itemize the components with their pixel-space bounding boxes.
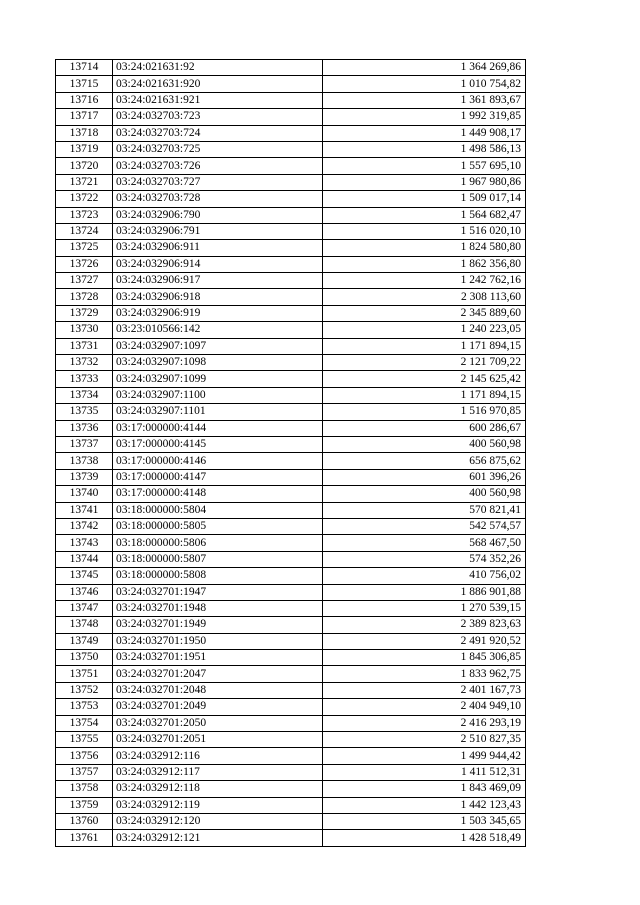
value-cell: 410 756,02 <box>323 568 526 584</box>
row-number-cell: 13716 <box>56 92 113 108</box>
table-row <box>56 305 526 321</box>
cadastral-number-cell: 03:24:032703:723 <box>113 109 323 125</box>
row-number-cell: 13734 <box>56 387 113 403</box>
cadastral-number-cell: 03:23:010566:142 <box>113 322 323 338</box>
table-row <box>56 420 526 436</box>
table-row <box>56 551 526 567</box>
table-row <box>56 76 526 92</box>
cadastral-number-cell: 03:24:032912:117 <box>113 764 323 780</box>
row-number-cell: 13721 <box>56 174 113 190</box>
table-row <box>56 289 526 305</box>
cadastral-number-cell: 03:24:032701:2050 <box>113 715 323 731</box>
row-number-cell: 13728 <box>56 289 113 305</box>
value-cell: 400 560,98 <box>323 486 526 502</box>
row-number-cell: 13745 <box>56 568 113 584</box>
value-cell: 600 286,67 <box>323 420 526 436</box>
row-number-cell: 13739 <box>56 469 113 485</box>
value-cell: 1 171 894,15 <box>323 387 526 403</box>
table-row <box>56 174 526 190</box>
table-row <box>56 666 526 682</box>
table-row <box>56 502 526 518</box>
table-row <box>56 748 526 764</box>
cadastral-number-cell: 03:24:032906:790 <box>113 207 323 223</box>
cadastral-number-cell: 03:24:032701:2048 <box>113 682 323 698</box>
row-number-cell: 13719 <box>56 141 113 157</box>
cadastral-number-cell: 03:24:032701:2047 <box>113 666 323 682</box>
value-cell: 2 121 709,22 <box>323 355 526 371</box>
row-number-cell: 13740 <box>56 486 113 502</box>
table-row <box>56 125 526 141</box>
table-row <box>56 158 526 174</box>
table-row <box>56 633 526 649</box>
value-cell: 1 992 319,85 <box>323 109 526 125</box>
cadastral-number-cell: 03:24:032701:1948 <box>113 600 323 616</box>
value-cell: 1 498 586,13 <box>323 141 526 157</box>
cadastral-number-cell: 03:24:032907:1097 <box>113 338 323 354</box>
cadastral-number-cell: 03:17:000000:4144 <box>113 420 323 436</box>
value-cell: 1 499 944,42 <box>323 748 526 764</box>
cadastral-number-cell: 03:24:032912:119 <box>113 797 323 813</box>
row-number-cell: 13733 <box>56 371 113 387</box>
row-number-cell: 13731 <box>56 338 113 354</box>
value-cell: 568 467,50 <box>323 535 526 551</box>
row-number-cell: 13744 <box>56 551 113 567</box>
value-cell: 1 564 682,47 <box>323 207 526 223</box>
cadastral-number-cell: 03:18:000000:5807 <box>113 551 323 567</box>
value-cell: 570 821,41 <box>323 502 526 518</box>
cadastral-number-cell: 03:24:032912:118 <box>113 781 323 797</box>
value-cell: 400 560,98 <box>323 436 526 452</box>
row-number-cell: 13746 <box>56 584 113 600</box>
cadastral-number-cell: 03:24:032912:116 <box>113 748 323 764</box>
value-cell: 2 308 113,60 <box>323 289 526 305</box>
row-number-cell: 13720 <box>56 158 113 174</box>
table-row <box>56 371 526 387</box>
cadastral-number-cell: 03:17:000000:4147 <box>113 469 323 485</box>
table-row <box>56 223 526 239</box>
cadastral-number-cell: 03:24:032703:725 <box>113 141 323 157</box>
table-row <box>56 682 526 698</box>
row-number-cell: 13726 <box>56 256 113 272</box>
table-row <box>56 518 526 534</box>
row-number-cell: 13725 <box>56 240 113 256</box>
row-number-cell: 13757 <box>56 764 113 780</box>
value-cell: 1 411 512,31 <box>323 764 526 780</box>
cadastral-number-cell: 03:24:032906:914 <box>113 256 323 272</box>
row-number-cell: 13715 <box>56 76 113 92</box>
table-row <box>56 584 526 600</box>
cadastral-number-cell: 03:24:032907:1099 <box>113 371 323 387</box>
value-cell: 2 404 949,10 <box>323 699 526 715</box>
table-row <box>56 830 526 846</box>
row-number-cell: 13730 <box>56 322 113 338</box>
cadastral-number-cell: 03:24:021631:920 <box>113 76 323 92</box>
table-row <box>56 650 526 666</box>
cadastral-number-cell: 03:24:032703:728 <box>113 191 323 207</box>
row-number-cell: 13752 <box>56 682 113 698</box>
value-cell: 656 875,62 <box>323 453 526 469</box>
row-number-cell: 13723 <box>56 207 113 223</box>
table-row <box>56 141 526 157</box>
table-row <box>56 240 526 256</box>
cadastral-number-cell: 03:24:032703:727 <box>113 174 323 190</box>
table-row <box>56 256 526 272</box>
table-row <box>56 322 526 338</box>
row-number-cell: 13747 <box>56 600 113 616</box>
cadastral-number-cell: 03:24:032912:120 <box>113 813 323 829</box>
row-number-cell: 13722 <box>56 191 113 207</box>
value-cell: 2 389 823,63 <box>323 617 526 633</box>
cadastral-number-cell: 03:24:032701:1950 <box>113 633 323 649</box>
row-number-cell: 13743 <box>56 535 113 551</box>
value-cell: 1 010 754,82 <box>323 76 526 92</box>
row-number-cell: 13759 <box>56 797 113 813</box>
cadastral-number-cell: 03:17:000000:4148 <box>113 486 323 502</box>
row-number-cell: 13748 <box>56 617 113 633</box>
row-number-cell: 13753 <box>56 699 113 715</box>
table-row <box>56 486 526 502</box>
table-row <box>56 404 526 420</box>
table-row <box>56 92 526 108</box>
table-row <box>56 207 526 223</box>
cadastral-number-cell: 03:18:000000:5804 <box>113 502 323 518</box>
row-number-cell: 13736 <box>56 420 113 436</box>
cadastral-number-cell: 03:24:032907:1098 <box>113 355 323 371</box>
cadastral-number-cell: 03:24:032907:1101 <box>113 404 323 420</box>
row-number-cell: 13754 <box>56 715 113 731</box>
row-number-cell: 13741 <box>56 502 113 518</box>
table-row <box>56 764 526 780</box>
table-row <box>56 387 526 403</box>
value-cell: 1 516 970,85 <box>323 404 526 420</box>
table-row <box>56 355 526 371</box>
value-cell: 1 442 123,43 <box>323 797 526 813</box>
row-number-cell: 13724 <box>56 223 113 239</box>
cadastral-number-cell: 03:18:000000:5806 <box>113 535 323 551</box>
value-cell: 1 270 539,15 <box>323 600 526 616</box>
value-cell: 574 352,26 <box>323 551 526 567</box>
table-row <box>56 797 526 813</box>
value-cell: 2 345 889,60 <box>323 305 526 321</box>
cadastral-number-cell: 03:18:000000:5808 <box>113 568 323 584</box>
table-row <box>56 617 526 633</box>
value-cell: 2 416 293,19 <box>323 715 526 731</box>
row-number-cell: 13729 <box>56 305 113 321</box>
value-cell: 1 862 356,80 <box>323 256 526 272</box>
row-number-cell: 13735 <box>56 404 113 420</box>
value-cell: 1 361 893,67 <box>323 92 526 108</box>
table-row <box>56 813 526 829</box>
table-row <box>56 469 526 485</box>
value-cell: 1 557 695,10 <box>323 158 526 174</box>
cadastral-number-cell: 03:24:032701:1949 <box>113 617 323 633</box>
value-cell: 1 242 762,16 <box>323 273 526 289</box>
row-number-cell: 13749 <box>56 633 113 649</box>
table-row <box>56 436 526 452</box>
cadastral-number-cell: 03:17:000000:4146 <box>113 453 323 469</box>
table-body <box>56 60 526 847</box>
value-cell: 1 503 345,65 <box>323 813 526 829</box>
cadastral-number-cell: 03:24:032906:791 <box>113 223 323 239</box>
table-row <box>56 191 526 207</box>
table-row <box>56 600 526 616</box>
value-cell: 1 843 469,09 <box>323 781 526 797</box>
cadastral-number-cell: 03:24:032906:919 <box>113 305 323 321</box>
value-cell: 542 574,57 <box>323 518 526 534</box>
row-number-cell: 13755 <box>56 732 113 748</box>
value-cell: 1 516 020,10 <box>323 223 526 239</box>
cadastral-number-cell: 03:24:032703:726 <box>113 158 323 174</box>
cadastral-number-cell: 03:18:000000:5805 <box>113 518 323 534</box>
row-number-cell: 13714 <box>56 60 113 76</box>
row-number-cell: 13756 <box>56 748 113 764</box>
table-row <box>56 781 526 797</box>
value-cell: 2 401 167,73 <box>323 682 526 698</box>
cadastral-number-cell: 03:24:021631:92 <box>113 60 323 76</box>
row-number-cell: 13717 <box>56 109 113 125</box>
cadastral-number-cell: 03:17:000000:4145 <box>113 436 323 452</box>
value-cell: 1 886 901,88 <box>323 584 526 600</box>
value-cell: 2 491 920,52 <box>323 633 526 649</box>
cadastral-number-cell: 03:24:032701:1947 <box>113 584 323 600</box>
value-cell: 1 509 017,14 <box>323 191 526 207</box>
row-number-cell: 13718 <box>56 125 113 141</box>
row-number-cell: 13751 <box>56 666 113 682</box>
table-row <box>56 732 526 748</box>
row-number-cell: 13760 <box>56 813 113 829</box>
table-row <box>56 568 526 584</box>
cadastral-number-cell: 03:24:032912:121 <box>113 830 323 846</box>
value-cell: 1 364 269,86 <box>323 60 526 76</box>
row-number-cell: 13742 <box>56 518 113 534</box>
value-cell: 1 845 306,85 <box>323 650 526 666</box>
cadastral-number-cell: 03:24:032906:917 <box>113 273 323 289</box>
table-row <box>56 535 526 551</box>
cadastral-number-cell: 03:24:032701:2049 <box>113 699 323 715</box>
cadastral-number-cell: 03:24:032703:724 <box>113 125 323 141</box>
table-row <box>56 715 526 731</box>
row-number-cell: 13761 <box>56 830 113 846</box>
value-cell: 2 510 827,35 <box>323 732 526 748</box>
row-number-cell: 13738 <box>56 453 113 469</box>
value-cell: 1 449 908,17 <box>323 125 526 141</box>
cadastral-number-cell: 03:24:032701:1951 <box>113 650 323 666</box>
table-row <box>56 338 526 354</box>
value-cell: 601 396,26 <box>323 469 526 485</box>
cadastral-number-cell: 03:24:032701:2051 <box>113 732 323 748</box>
table-row <box>56 109 526 125</box>
cadastral-number-cell: 03:24:032907:1100 <box>113 387 323 403</box>
cadastral-number-cell: 03:24:032906:918 <box>113 289 323 305</box>
row-number-cell: 13750 <box>56 650 113 666</box>
value-cell: 1 833 962,75 <box>323 666 526 682</box>
cadastral-number-cell: 03:24:021631:921 <box>113 92 323 108</box>
value-cell: 1 428 518,49 <box>323 830 526 846</box>
value-cell: 1 967 980,86 <box>323 174 526 190</box>
table-row <box>56 273 526 289</box>
table-row <box>56 453 526 469</box>
row-number-cell: 13732 <box>56 355 113 371</box>
row-number-cell: 13758 <box>56 781 113 797</box>
cadastral-number-cell: 03:24:032906:911 <box>113 240 323 256</box>
value-cell: 1 824 580,80 <box>323 240 526 256</box>
table-row <box>56 699 526 715</box>
row-number-cell: 13727 <box>56 273 113 289</box>
value-cell: 1 171 894,15 <box>323 338 526 354</box>
table-row <box>56 60 526 76</box>
value-cell: 2 145 625,42 <box>323 371 526 387</box>
row-number-cell: 13737 <box>56 436 113 452</box>
cadastral-value-table <box>55 59 526 847</box>
value-cell: 1 240 223,05 <box>323 322 526 338</box>
